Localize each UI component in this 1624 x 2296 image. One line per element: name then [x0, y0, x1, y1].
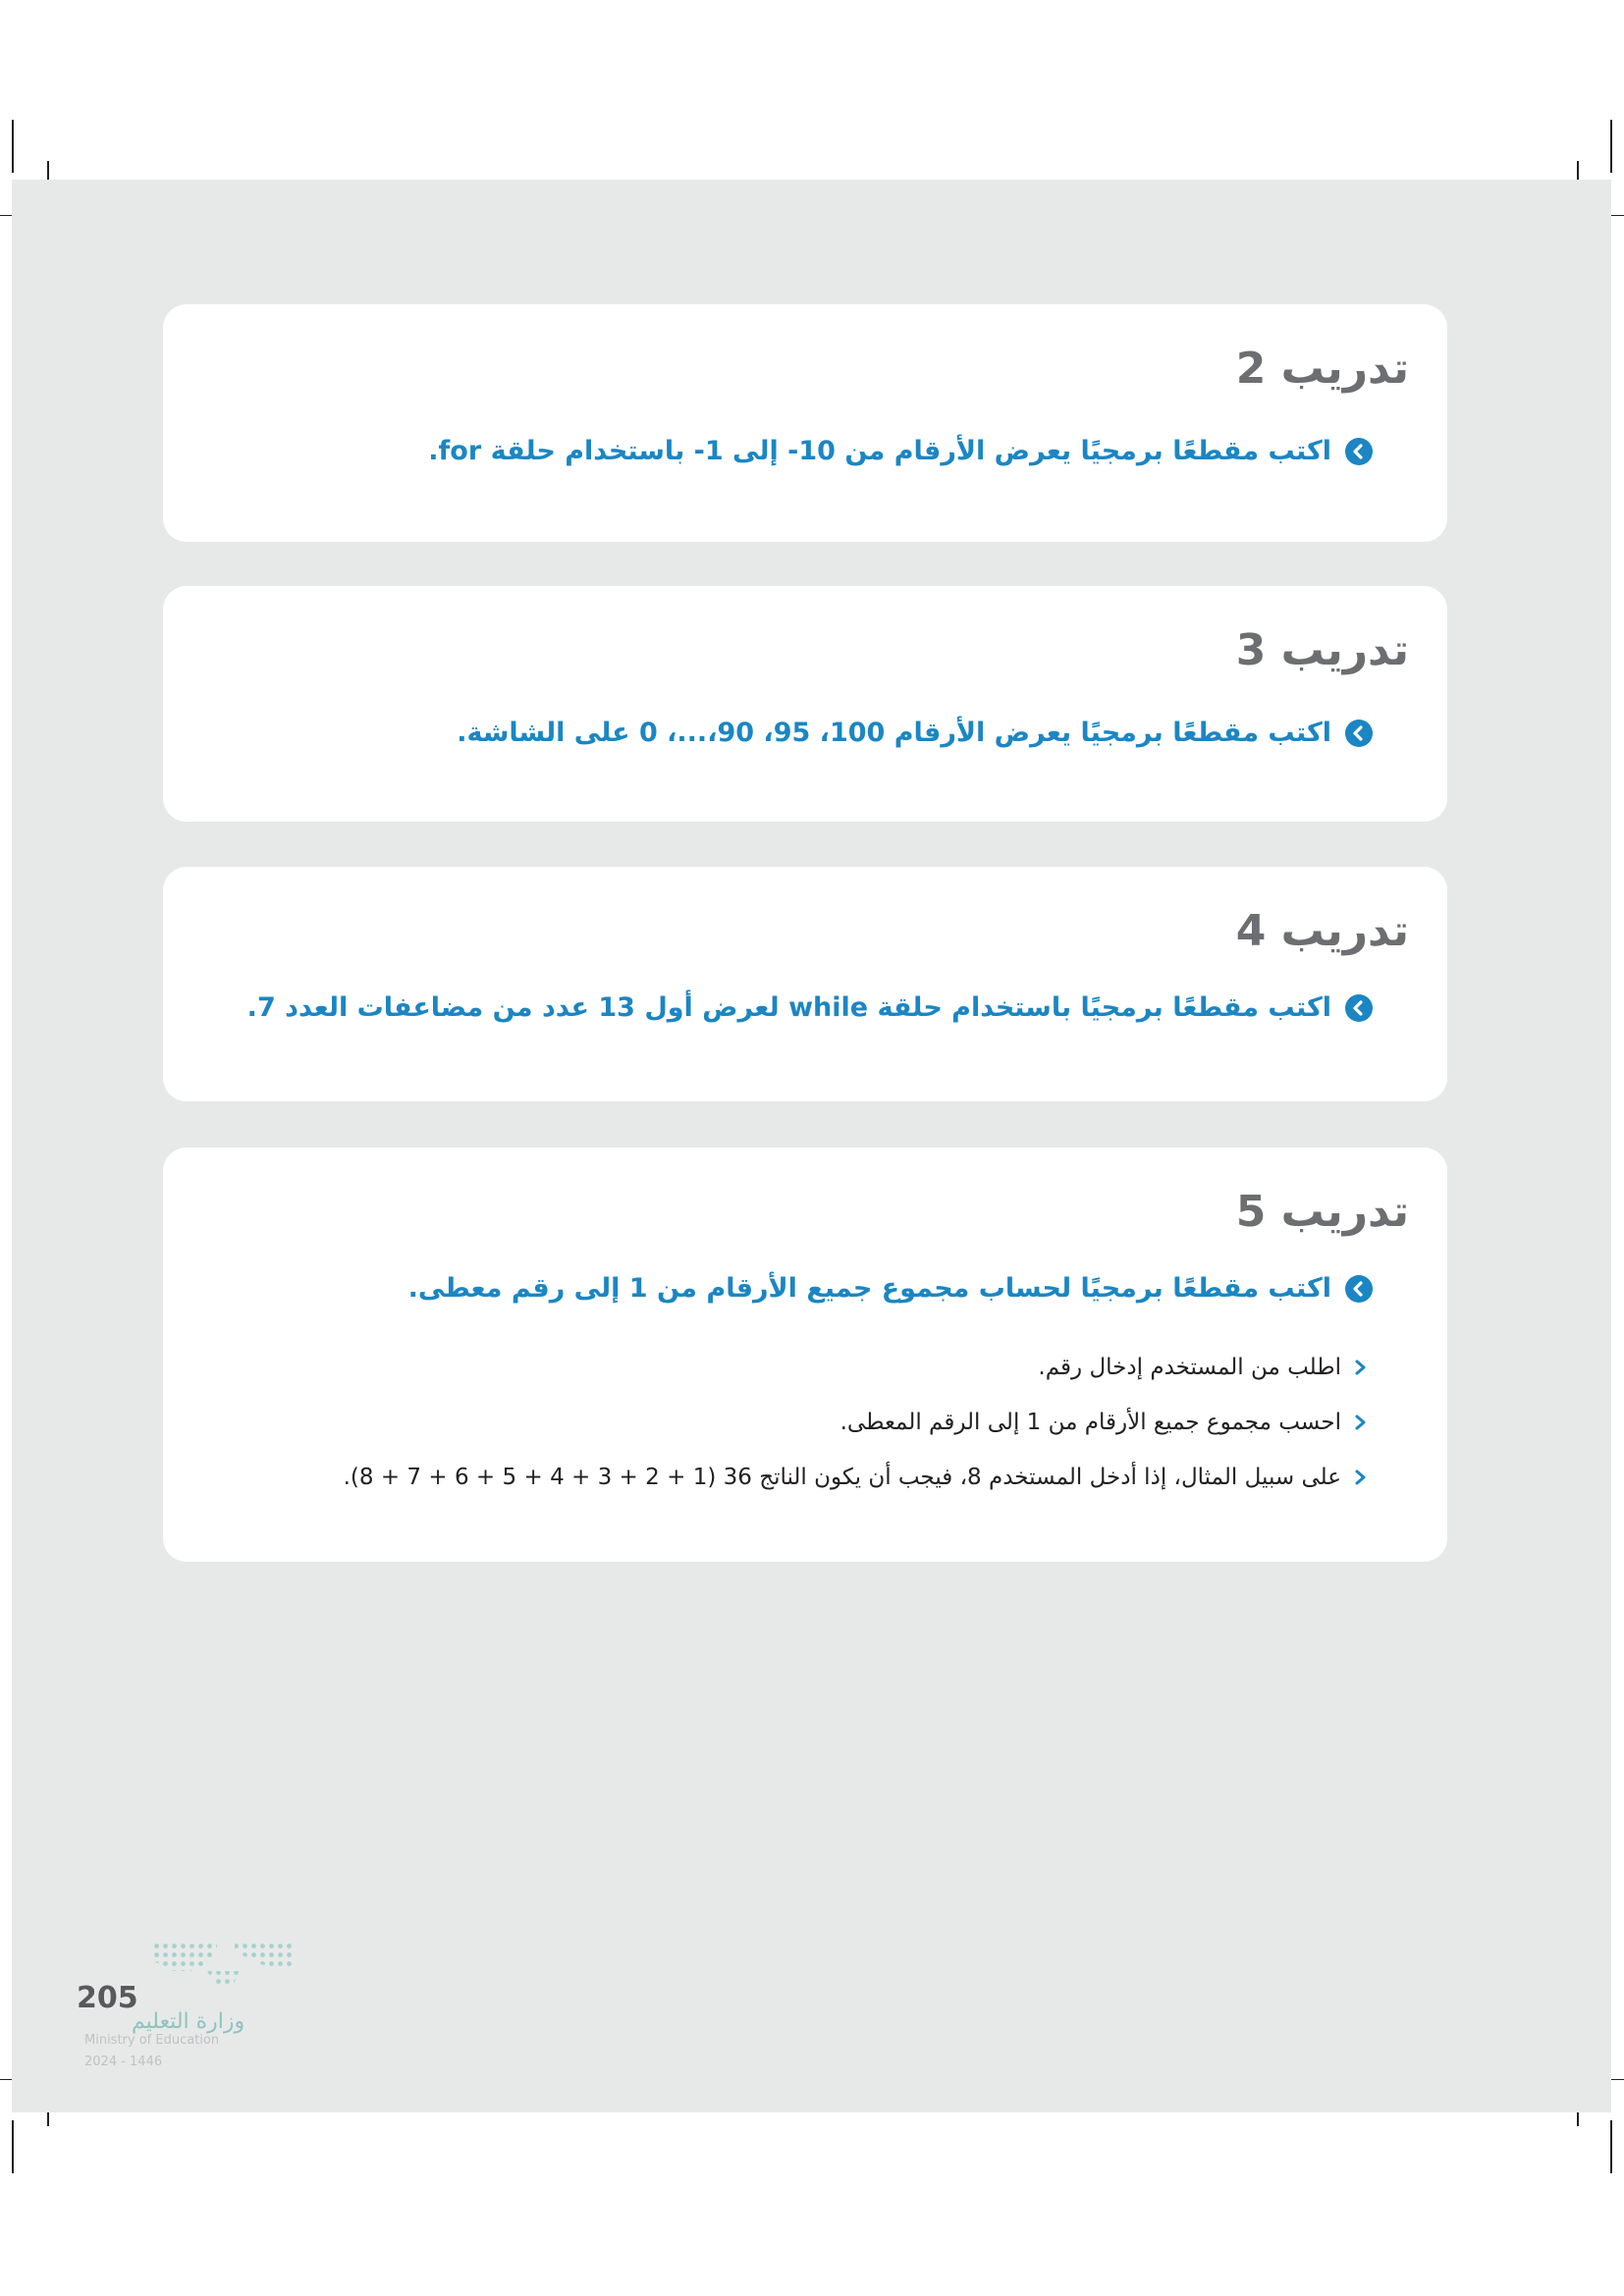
exercise-title: تدريب 5 [1235, 1187, 1409, 1237]
chevron-icon [1353, 1358, 1369, 1377]
exercise-task [202, 1267, 1373, 1310]
list-item-text: على سبيل المثال، إذا أدخل المستخدم 8، فيجب أن يكون الناتج 36 (1 + 2 + 3 + 4 + 5 + 6 + 7 + 8). [343, 1465, 1341, 1490]
exercise-task-text: اكتب مقطعًا برمجيًا باستخدام حلقة while لعرض أول 13 عدد من مضاعفات العدد 7. [246, 992, 1331, 1023]
list-item-text: اطلب من المستخدم إدخال رقم. [1038, 1355, 1341, 1380]
exercise-task-text: اكتب مقطعًا برمجيًا يعرض الأرقام من 10- إلى 1- باستخدام حلقة for. [428, 436, 1331, 466]
ministry-name-arabic: وزارة التعليم [132, 2009, 245, 2034]
crop-mark [12, 2120, 14, 2173]
exercise-title: تدريب 2 [1235, 344, 1409, 394]
chevron-icon [1353, 1413, 1369, 1432]
exercise-task [202, 987, 1373, 1030]
list-item [202, 1405, 1369, 1440]
crop-mark [1610, 2120, 1612, 2173]
exercise-card-5 [163, 1148, 1447, 1562]
list-item [202, 1350, 1369, 1385]
list-item [202, 1460, 1369, 1495]
exercise-card-3 [163, 586, 1447, 822]
list-item-text: احسب مجموع جميع الأرقام من 1 إلى الرقم المعطى. [839, 1410, 1341, 1435]
page-number: 205 [77, 1981, 138, 2015]
exercise-title: تدريب 4 [1235, 906, 1409, 956]
exercise-task [202, 712, 1373, 755]
exercise-card-4 [163, 867, 1447, 1101]
circle-chevron-icon [1345, 438, 1373, 465]
circle-chevron-icon [1345, 720, 1373, 747]
exercise-card-2 [163, 304, 1447, 542]
exercise-title: تدريب 3 [1235, 625, 1409, 675]
circle-chevron-icon [1345, 1275, 1373, 1303]
exercise-task-text: اكتب مقطعًا برمجيًا لحساب مجموع جميع الأرقام من 1 إلى رقم معطى. [407, 1273, 1331, 1304]
exercise-task [202, 430, 1373, 473]
circle-chevron-icon [1345, 994, 1373, 1022]
crop-mark [12, 120, 14, 173]
dots-logo-icon [152, 1942, 295, 1995]
chevron-icon [1353, 1468, 1369, 1487]
ministry-name-english: Ministry of Education [84, 2033, 220, 2048]
crop-mark [1610, 120, 1612, 173]
exercise-task-text: اكتب مقطعًا برمجيًا يعرض الأرقام 100، 95، 90،...، 0 على الشاشة. [457, 718, 1331, 748]
edition-years: 2024 - 1446 [84, 2055, 163, 2069]
